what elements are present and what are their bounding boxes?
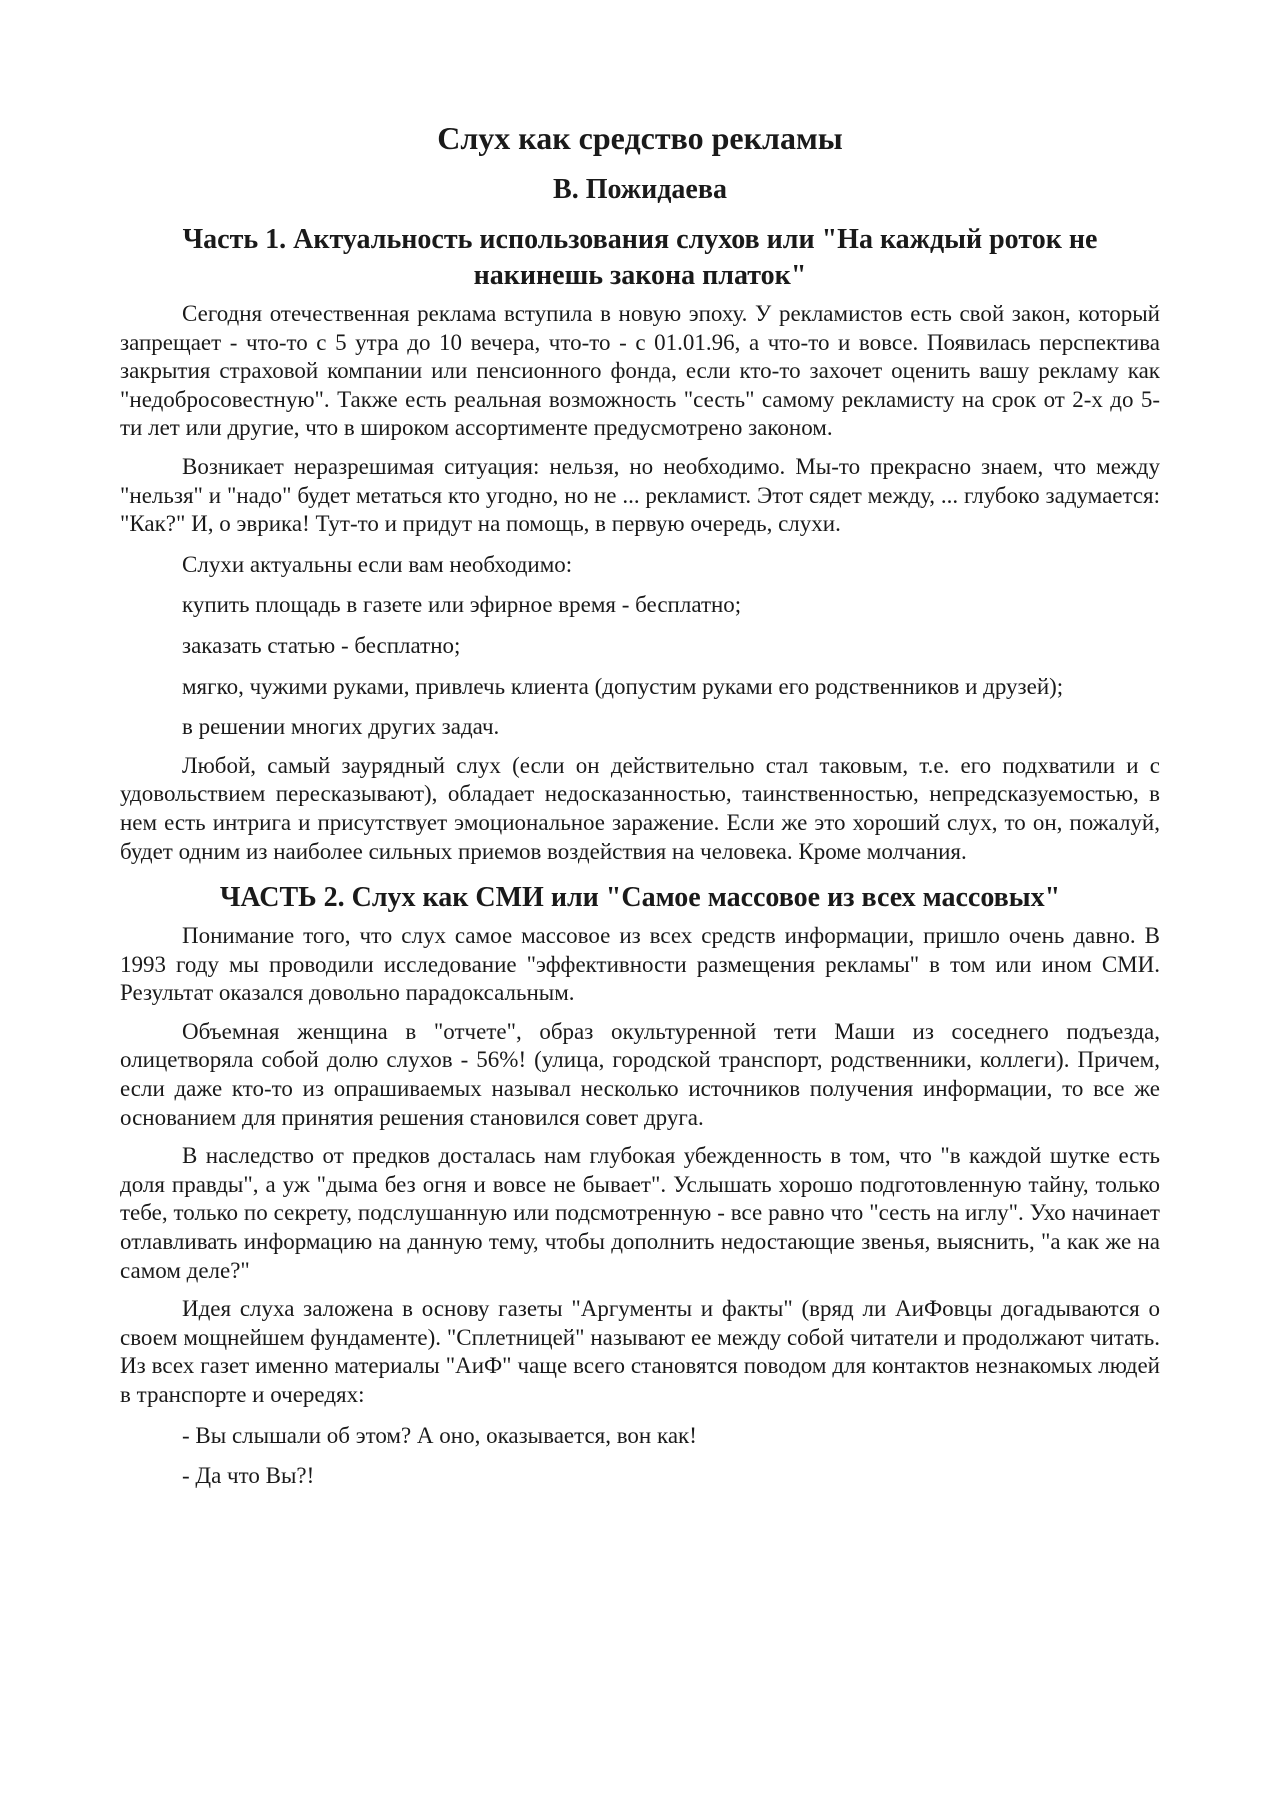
paragraph: Понимание того, что слух самое массовое из всех средств информации, пришло очень давно. В 1993 году мы проводили исследование "эффективности размещения рекламы" в том или ином СМИ. Результат оказался довольно парадоксальным. xyxy=(120,923,1160,1006)
dialogue-line: - Вы слышали об этом? А оно, оказывается, вон как! xyxy=(182,1422,697,1448)
document-author: В. Пожидаева xyxy=(553,174,727,205)
list-item: заказать статью - бесплатно; xyxy=(182,632,461,658)
paragraph: Слухи актуальны если вам необходимо: xyxy=(182,551,573,577)
paragraph: Идея слуха заложена в основу газеты "Аргументы и факты" (вряд ли АиФовцы догадываются о своем мощнейшем фундаменте). "Сплетницей" называют ее между собой читатели и продолжают читать. Из всех газет именно материалы "АиФ" чаще всего становятся поводом для контактов незнакомых людей в транспорте и очередях: xyxy=(120,1296,1160,1407)
dialogue-line: - Да что Вы?! xyxy=(182,1463,315,1489)
document-title: Слух как средство рекламы xyxy=(437,120,843,156)
part2-heading: ЧАСТЬ 2. Слух как СМИ или "Самое массовое из всех массовых" xyxy=(219,882,1061,914)
list-item: мягко, чужими руками, привлечь клиента (допустим руками его родственников и друзей); xyxy=(182,673,1064,699)
paragraph: Возникает неразрешимая ситуация: нельзя, но необходимо. Мы-то прекрасно знаем, что между "нельзя" и "надо" будет метаться кто угодно, но не ... рекламист. Этот сядет между, ... глубоко задумается: "Как?" И, о эврика! Тут-то и придут на помощь, в первую очередь, слухи. xyxy=(120,453,1160,537)
list-item: в решении многих других задач. xyxy=(182,714,500,740)
document-page xyxy=(120,118,1160,1491)
paragraph: Объемная женщина в "отчете", образ окультуренной тети Маши из соседнего подъезда, олицетворяла собой долю слухов - 56%! (улица, городской транспорт, родственники, коллеги). Причем, если даже кто-то из опрашиваемых называл несколько источников получения информации, то все же основанием для принятия решения становился совет друга. xyxy=(120,1018,1160,1130)
paragraph: Любой, самый заурядный слух (если он действительно стал таковым, т.е. его подхватили и с удовольствием пересказывают), обладает недосказанностью, таинственностью, непредсказуемостью, в нем есть интрига и присутствует эмоциональное заражение. Если же это хороший слух, то он, пожалуй, будет одним из наиболее сильных приемов воздействия на человека. Кроме молчания. xyxy=(120,752,1160,864)
paragraph: В наследство от предков досталась нам глубокая убежденность в том, что "в каждой шутке есть доля правды", а уж "дыма без огня и вовсе не бывает". Услышать хорошо подготовленную тайну, только тебе, только по секрету, подслушанную или подсмотренную - все равно что "сесть на иглу". Ухо начинает отлавливать информацию на данную тему, чтобы дополнить недостающие звенья, выяснить, "а как же на самом деле?" xyxy=(120,1143,1160,1283)
list-item: купить площадь в газете или эфирное время - бесплатно; xyxy=(182,592,742,618)
paragraph: Сегодня отечественная реклама вступила в новую эпоху. У рекламистов есть свой закон, который запрещает - что-то с 5 утра до 10 вечера, что-то - с 01.01.96, а что-то и вовсе. Появилась перспектива закрытия страховой компании или пенсионного фонда, если кто-то захочет оценить вашу рекламу как "недобросовестную". Также есть реальная возможность "сесть" самому рекламисту на срок от 2-х до 5-ти лет или другие, что в широком ассортименте предусмотрено законом. xyxy=(120,301,1160,441)
part1-heading: Часть 1. Актуальность использования слухов или "На каждый роток не накинешь закона платок" xyxy=(182,224,1098,291)
